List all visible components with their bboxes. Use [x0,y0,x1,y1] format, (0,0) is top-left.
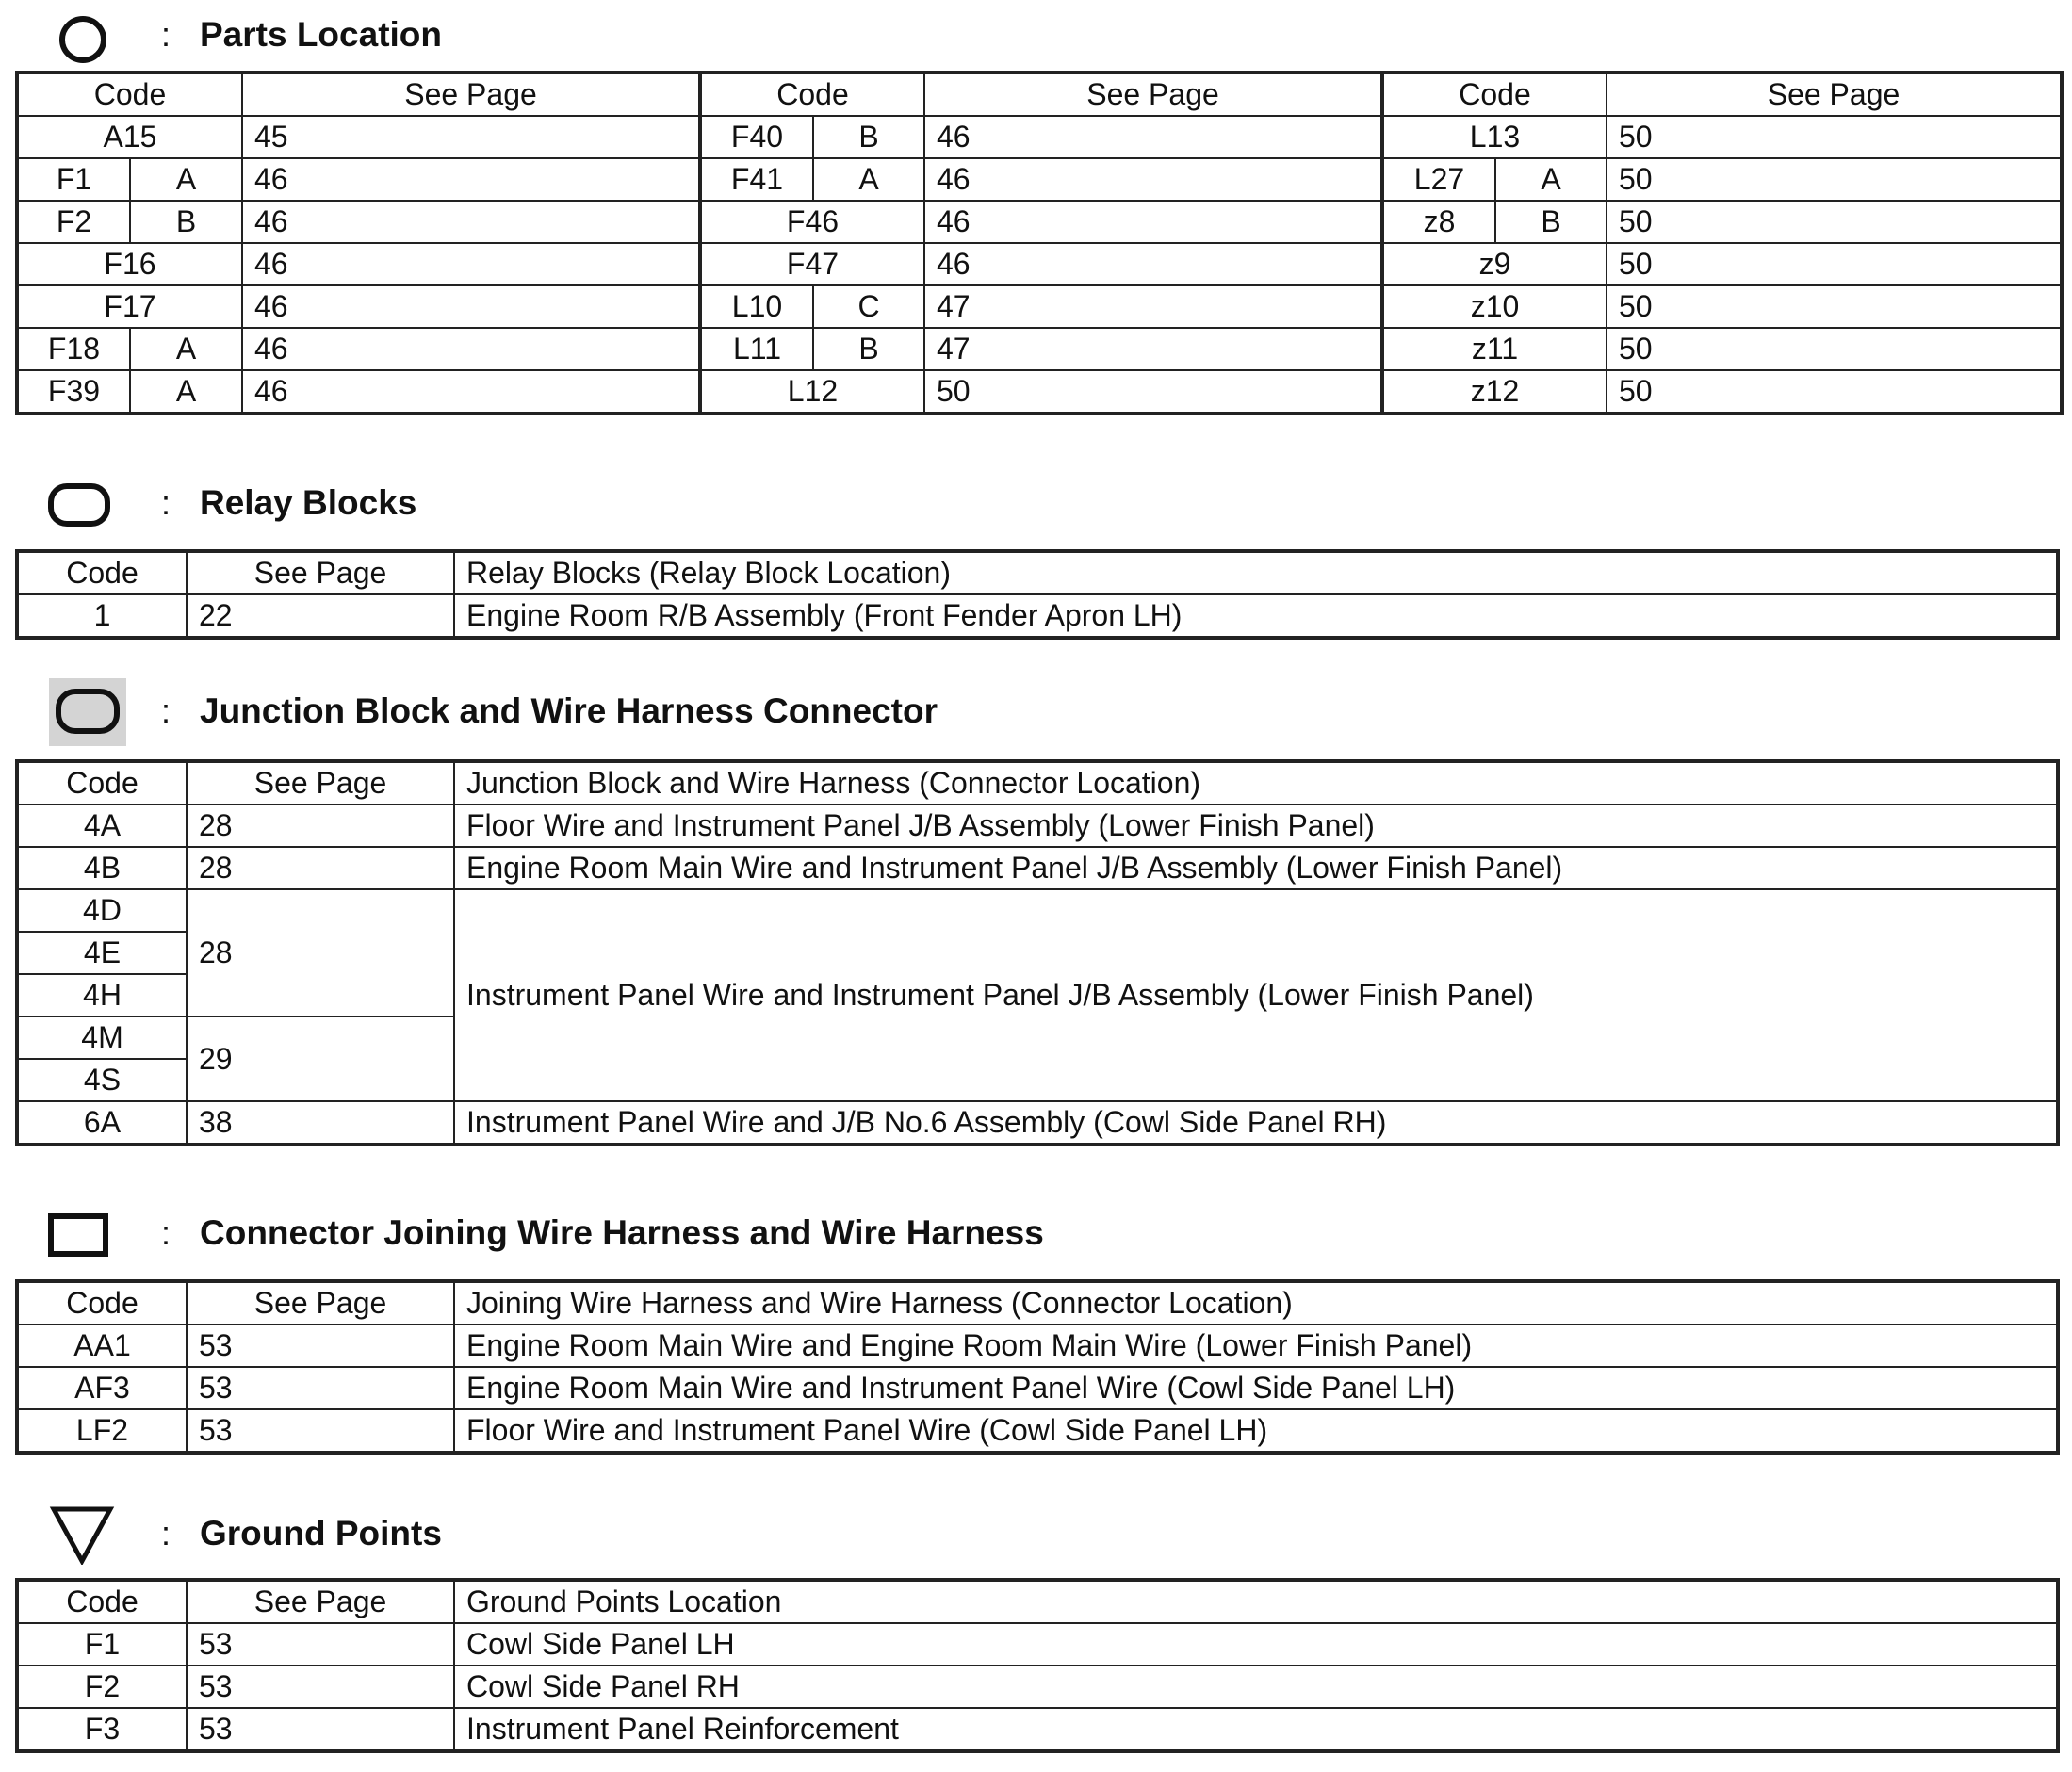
code-cell: L10 [700,285,813,328]
page-cell: 50 [1607,328,2062,370]
parts-location-header [0,8,848,64]
table-row [17,201,2062,243]
page-cell: 46 [924,116,1382,158]
code-suffix-cell: A [130,328,242,370]
page-cell: 50 [1607,243,2062,285]
code-cell: 1 [17,594,187,638]
table-row [17,847,2058,889]
ground-points-table [15,1578,2060,1753]
code-suffix-cell: B [813,328,924,370]
header-code: Code [17,761,187,805]
header-location: Junction Block and Wire Harness (Connector Location) [454,761,2058,805]
junction-blocks-header-row [17,761,2058,805]
connectors-colon: : [161,1213,171,1252]
header-see-page: See Page [187,1580,454,1623]
code-cell: F3 [17,1708,187,1751]
rectangle-icon [47,1211,109,1259]
parts-location-header-row [17,73,2062,116]
relay-blocks-title: Relay Blocks [200,483,417,522]
code-cell: 4E [17,932,187,974]
connectors-header [0,1206,1225,1262]
page-cell: 46 [242,201,700,243]
page-cell: 28 [187,847,454,889]
header-code: Code [700,73,924,116]
code-suffix-cell: B [1495,201,1607,243]
code-cell: F46 [700,201,924,243]
code-cell: L12 [700,370,924,414]
ground-points-header [0,1504,848,1561]
ground-points-colon: : [161,1514,171,1553]
header-code: Code [17,1281,187,1325]
table-row [17,1708,2058,1751]
page-cell: 50 [1607,201,2062,243]
code-suffix-cell: C [813,285,924,328]
page-cell: 53 [187,1623,454,1666]
code-suffix-cell: A [1495,158,1607,201]
page-cell: 28 [187,805,454,847]
description-cell: Engine Room R/B Assembly (Front Fender Apron LH) [454,594,2058,638]
code-cell: F2 [17,201,130,243]
page-cell: 53 [187,1708,454,1751]
code-cell: 4D [17,889,187,932]
header-location: Relay Blocks (Relay Block Location) [454,551,2058,594]
page-cell: 53 [187,1409,454,1453]
junction-blocks-table [15,759,2060,1146]
page-cell: 46 [242,370,700,414]
description-cell: Instrument Panel Wire and Instrument Panel J/B Assembly (Lower Finish Panel) [454,889,2058,1101]
rounded-rect-icon [47,481,111,528]
table-row [17,594,2058,638]
code-cell: AF3 [17,1367,187,1409]
page-cell: 53 [187,1325,454,1367]
code-suffix-cell: B [130,201,242,243]
code-cell: L13 [1382,116,1607,158]
code-cell: F41 [700,158,813,201]
page-cell: 46 [242,243,700,285]
code-cell: z12 [1382,370,1607,414]
connectors-header-row [17,1281,2058,1325]
page-cell: 50 [1607,370,2062,414]
page-cell: 50 [1607,285,2062,328]
header-code: Code [17,1580,187,1623]
page-cell: 29 [187,1016,454,1101]
header-code: Code [17,73,242,116]
page-cell: 50 [1607,116,2062,158]
page-cell: 46 [924,201,1382,243]
description-cell: Engine Room Main Wire and Instrument Panel J/B Assembly (Lower Finish Panel) [454,847,2058,889]
description-cell: Instrument Panel Wire and J/B No.6 Assembly (Cowl Side Panel RH) [454,1101,2058,1145]
page-cell: 46 [242,328,700,370]
code-cell: F40 [700,116,813,158]
page-cell: 53 [187,1367,454,1409]
description-cell: Engine Room Main Wire and Instrument Panel Wire (Cowl Side Panel LH) [454,1367,2058,1409]
parts-location-table [15,71,2064,415]
junction-blocks-title: Junction Block and Wire Harness Connector [200,691,938,730]
code-cell: A15 [17,116,242,158]
header-location: Joining Wire Harness and Wire Harness (Connector Location) [454,1281,2058,1325]
page-cell: 46 [924,243,1382,285]
code-cell: 4H [17,974,187,1016]
header-see-page: See Page [187,1281,454,1325]
code-suffix-cell: A [813,158,924,201]
code-cell: 4S [17,1059,187,1101]
table-row [17,1666,2058,1708]
page-cell: 46 [242,158,700,201]
description-cell: Instrument Panel Reinforcement [454,1708,2058,1751]
code-cell: 6A [17,1101,187,1145]
table-row [17,116,2062,158]
header-see-page: See Page [187,761,454,805]
table-row [17,1325,2058,1367]
table-row [17,370,2062,414]
header-see-page: See Page [924,73,1382,116]
relay-blocks-header [0,476,848,532]
code-suffix-cell: B [813,116,924,158]
ground-points-title: Ground Points [200,1514,442,1553]
connectors-table [15,1279,2060,1455]
code-cell: AA1 [17,1325,187,1367]
code-cell: L27 [1382,158,1495,201]
table-row [17,805,2058,847]
parts-location-colon: : [161,15,171,54]
junction-blocks-header [0,678,1131,735]
relay-blocks-table [15,549,2060,640]
table-row [17,1367,2058,1409]
code-suffix-cell: A [130,370,242,414]
header-see-page: See Page [242,73,700,116]
code-cell: z8 [1382,201,1495,243]
page-cell: 47 [924,285,1382,328]
code-cell: LF2 [17,1409,187,1453]
header-code: Code [17,551,187,594]
junction-blocks-colon: : [161,691,171,730]
code-cell: F2 [17,1666,187,1708]
connectors-title: Connector Joining Wire Harness and Wire Harness [200,1213,1044,1252]
code-cell: 4A [17,805,187,847]
page-cell: 50 [1607,158,2062,201]
code-cell: 4M [17,1016,187,1059]
description-cell: Engine Room Main Wire and Engine Room Main Wire (Lower Finish Panel) [454,1325,2058,1367]
table-row [17,158,2062,201]
page-cell: 45 [242,116,700,158]
parts-location-title: Parts Location [200,15,442,54]
code-cell: z11 [1382,328,1607,370]
page-cell: 53 [187,1666,454,1708]
code-cell: 4B [17,847,187,889]
shaded-rounded-rect-icon [49,678,126,746]
description-cell: Floor Wire and Instrument Panel Wire (Cowl Side Panel LH) [454,1409,2058,1453]
code-cell: z10 [1382,285,1607,328]
table-row [17,1101,2058,1145]
relay-blocks-colon: : [161,483,171,522]
header-see-page: See Page [1607,73,2062,116]
code-cell: z9 [1382,243,1607,285]
page-cell: 46 [242,285,700,328]
table-row [17,889,2058,932]
page-cell: 50 [924,370,1382,414]
description-cell: Cowl Side Panel RH [454,1666,2058,1708]
table-row [17,1623,2058,1666]
code-cell: F16 [17,243,242,285]
code-cell: L11 [700,328,813,370]
table-row [17,243,2062,285]
code-cell: F17 [17,285,242,328]
page-cell: 28 [187,889,454,1016]
page-cell: 22 [187,594,454,638]
code-cell: F1 [17,158,130,201]
table-row [17,328,2062,370]
code-cell: F1 [17,1623,187,1666]
header-location: Ground Points Location [454,1580,2058,1623]
code-suffix-cell: A [130,158,242,201]
header-code: Code [1382,73,1607,116]
page-cell: 47 [924,328,1382,370]
table-row [17,1409,2058,1453]
page-cell: 38 [187,1101,454,1145]
description-cell: Floor Wire and Instrument Panel J/B Assembly (Lower Finish Panel) [454,805,2058,847]
page-cell: 46 [924,158,1382,201]
description-cell: Cowl Side Panel LH [454,1623,2058,1666]
header-see-page: See Page [187,551,454,594]
ground-points-header-row [17,1580,2058,1623]
code-cell: F18 [17,328,130,370]
table-row [17,285,2062,328]
code-cell: F47 [700,243,924,285]
code-cell: F39 [17,370,130,414]
downward-triangle-icon [49,1504,115,1565]
relay-blocks-header-row [17,551,2058,594]
circle-icon [57,13,109,66]
